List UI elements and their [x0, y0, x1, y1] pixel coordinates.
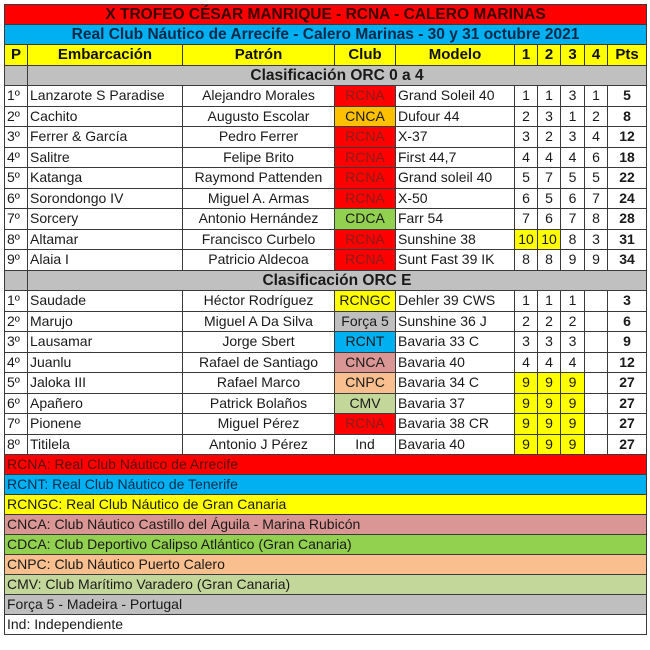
- points-cell: 22: [608, 168, 647, 189]
- boat-cell: Jaloka III: [28, 373, 183, 394]
- result-row: [5, 393, 647, 414]
- col-header-model: Modelo: [396, 45, 515, 66]
- race-4-cell: 9: [585, 250, 608, 271]
- club-badge: RCNA: [335, 168, 396, 189]
- race-3-cell: 9: [561, 373, 585, 394]
- position-cell: 1º: [5, 291, 28, 312]
- column-header-row: [5, 45, 647, 66]
- result-row: [5, 86, 647, 107]
- race-2-cell: 2: [538, 311, 561, 332]
- skipper-cell: Patrick Bolaños: [183, 393, 335, 414]
- legend-row: [5, 495, 647, 515]
- race-1-cell: 1: [515, 86, 538, 107]
- race-2-cell: 3: [538, 332, 561, 353]
- col-header-race-1: 1: [515, 45, 538, 66]
- club-legend-entry: Ind: Independiente: [5, 615, 647, 635]
- model-cell: Sunt Fast 39 IK: [396, 250, 515, 271]
- race-1-cell: 6: [515, 188, 538, 209]
- race-3-cell: 2: [561, 311, 585, 332]
- club-badge: CNPC: [335, 373, 396, 394]
- race-4-cell: 2: [585, 106, 608, 127]
- results-sheet: [4, 4, 646, 635]
- skipper-cell: Alejandro Morales: [183, 86, 335, 107]
- club-legend-entry: CDCA: Club Deportivo Calipso Atlántico (Gran Canaria): [5, 535, 647, 555]
- race-1-cell: 7: [515, 209, 538, 230]
- race-4-cell: 1: [585, 86, 608, 107]
- club-badge: RCNA: [335, 188, 396, 209]
- legend-row: [5, 615, 647, 635]
- race-4-cell: 7: [585, 188, 608, 209]
- points-cell: 12: [608, 127, 647, 148]
- model-cell: Dehler 39 CWS: [396, 291, 515, 312]
- race-2-cell: 7: [538, 168, 561, 189]
- race-1-cell: 9: [515, 434, 538, 455]
- race-2-cell: 8: [538, 250, 561, 271]
- skipper-cell: Augusto Escolar: [183, 106, 335, 127]
- skipper-cell: Patricio Aldecoa: [183, 250, 335, 271]
- boat-cell: Ferrer & García: [28, 127, 183, 148]
- points-cell: 27: [608, 414, 647, 435]
- race-4-cell: 4: [585, 127, 608, 148]
- club-badge: Ind: [335, 434, 396, 455]
- section-title: Clasificación ORC 0 a 4: [28, 65, 647, 86]
- race-4-cell: [585, 373, 608, 394]
- position-cell: 5º: [5, 373, 28, 394]
- club-badge: RCNA: [335, 414, 396, 435]
- race-1-cell: 8: [515, 250, 538, 271]
- model-cell: Bavaria 40: [396, 352, 515, 373]
- result-row: [5, 229, 647, 250]
- boat-cell: Marujo: [28, 311, 183, 332]
- col-header-skipper: Patrón: [183, 45, 335, 66]
- race-3-cell: 4: [561, 147, 585, 168]
- points-cell: 6: [608, 311, 647, 332]
- race-3-cell: 3: [561, 127, 585, 148]
- result-row: [5, 127, 647, 148]
- model-cell: Bavaria 40: [396, 434, 515, 455]
- result-row: [5, 291, 647, 312]
- model-cell: Bavaria 38 CR: [396, 414, 515, 435]
- result-row: [5, 414, 647, 435]
- model-cell: X-37: [396, 127, 515, 148]
- race-2-cell: 3: [538, 106, 561, 127]
- skipper-cell: Miguel A Da Silva: [183, 311, 335, 332]
- position-cell: 7º: [5, 209, 28, 230]
- position-cell: 2º: [5, 311, 28, 332]
- position-cell: 7º: [5, 414, 28, 435]
- club-legend-entry: CMV: Club Marítimo Varadero (Gran Canaria): [5, 575, 647, 595]
- race-1-cell: 5: [515, 168, 538, 189]
- position-cell: 6º: [5, 188, 28, 209]
- section-title: Clasificación ORC E: [28, 270, 647, 291]
- result-row: [5, 188, 647, 209]
- boat-cell: Lanzarote S Paradise: [28, 86, 183, 107]
- race-1-cell: 10: [515, 229, 538, 250]
- model-cell: Sunshine 36 J: [396, 311, 515, 332]
- col-header-boat: Embarcación: [28, 45, 183, 66]
- position-cell: 5º: [5, 168, 28, 189]
- result-row: [5, 106, 647, 127]
- race-2-cell: 5: [538, 188, 561, 209]
- boat-cell: Cachito: [28, 106, 183, 127]
- position-cell: 8º: [5, 434, 28, 455]
- club-badge: RCNA: [335, 147, 396, 168]
- position-cell: 2º: [5, 106, 28, 127]
- result-row: [5, 168, 647, 189]
- race-3-cell: 1: [561, 106, 585, 127]
- skipper-cell: Antonio Hernández: [183, 209, 335, 230]
- club-badge: RCNA: [335, 86, 396, 107]
- club-badge: RCNT: [335, 332, 396, 353]
- section-header-row: [5, 270, 647, 291]
- club-badge: RCNGC: [335, 291, 396, 312]
- boat-cell: Juanlu: [28, 352, 183, 373]
- col-header-points: Pts: [608, 45, 647, 66]
- skipper-cell: Felipe Brito: [183, 147, 335, 168]
- boat-cell: Alaia I: [28, 250, 183, 271]
- skipper-cell: Miguel Pérez: [183, 414, 335, 435]
- points-cell: 8: [608, 106, 647, 127]
- position-cell: 6º: [5, 393, 28, 414]
- event-title: X TROFEO CÉSAR MANRIQUE - RCNA - CALERO MARINAS: [5, 5, 647, 25]
- event-subtitle: Real Club Náutico de Arrecife - Calero Marinas - 30 y 31 octubre 2021: [5, 25, 647, 45]
- model-cell: Grand soleil 40: [396, 168, 515, 189]
- result-row: [5, 352, 647, 373]
- race-3-cell: 9: [561, 414, 585, 435]
- club-legend-entry: RCNGC: Real Club Náutico de Gran Canaria: [5, 495, 647, 515]
- col-header-club: Club: [335, 45, 396, 66]
- race-2-cell: 1: [538, 86, 561, 107]
- model-cell: Grand Soleil 40: [396, 86, 515, 107]
- race-4-cell: [585, 291, 608, 312]
- col-header-position: P: [5, 45, 28, 66]
- section-header-row: [5, 65, 647, 86]
- result-row: [5, 250, 647, 271]
- position-cell: 3º: [5, 332, 28, 353]
- race-4-cell: [585, 414, 608, 435]
- boat-cell: Sorondongo IV: [28, 188, 183, 209]
- result-row: [5, 147, 647, 168]
- legend-row: [5, 455, 647, 475]
- position-cell: 8º: [5, 229, 28, 250]
- legend-row: [5, 595, 647, 615]
- model-cell: X-50: [396, 188, 515, 209]
- race-1-cell: 3: [515, 332, 538, 353]
- race-2-cell: 9: [538, 393, 561, 414]
- model-cell: Bavaria 37: [396, 393, 515, 414]
- race-2-cell: 9: [538, 373, 561, 394]
- result-row: [5, 209, 647, 230]
- race-3-cell: 8: [561, 229, 585, 250]
- legend-row: [5, 515, 647, 535]
- club-legend-entry: CNCA: Club Náutico Castillo del Águila - Marina Rubicón: [5, 515, 647, 535]
- legend-row: [5, 555, 647, 575]
- position-cell: 9º: [5, 250, 28, 271]
- club-badge: CDCA: [335, 209, 396, 230]
- club-badge: RCNA: [335, 229, 396, 250]
- legend-row: [5, 475, 647, 495]
- club-badge: RCNA: [335, 127, 396, 148]
- legend-row: [5, 575, 647, 595]
- model-cell: Bavaria 34 C: [396, 373, 515, 394]
- race-3-cell: 9: [561, 434, 585, 455]
- section-blank-cell: [5, 65, 28, 86]
- club-badge: RCNA: [335, 250, 396, 271]
- skipper-cell: Rafael Marco: [183, 373, 335, 394]
- race-2-cell: 6: [538, 209, 561, 230]
- results-table: [4, 4, 647, 635]
- skipper-cell: Pedro Ferrer: [183, 127, 335, 148]
- race-2-cell: 10: [538, 229, 561, 250]
- skipper-cell: Rafael de Santiago: [183, 352, 335, 373]
- col-header-race-3: 3: [561, 45, 585, 66]
- skipper-cell: Jorge Sbert: [183, 332, 335, 353]
- result-row: [5, 373, 647, 394]
- section-blank-cell: [5, 270, 28, 291]
- race-1-cell: 2: [515, 311, 538, 332]
- points-cell: 18: [608, 147, 647, 168]
- position-cell: 4º: [5, 147, 28, 168]
- skipper-cell: Raymond Pattenden: [183, 168, 335, 189]
- club-legend-entry: RCNT: Real Club Náutico de Tenerife: [5, 475, 647, 495]
- points-cell: 27: [608, 434, 647, 455]
- race-4-cell: 6: [585, 147, 608, 168]
- points-cell: 3: [608, 291, 647, 312]
- race-1-cell: 4: [515, 352, 538, 373]
- boat-cell: Lausamar: [28, 332, 183, 353]
- position-cell: 3º: [5, 127, 28, 148]
- race-4-cell: 3: [585, 229, 608, 250]
- club-legend-entry: CNPC: Club Náutico Puerto Calero: [5, 555, 647, 575]
- points-cell: 27: [608, 373, 647, 394]
- club-legend-entry: RCNA: Real Club Náutico de Arrecife: [5, 455, 647, 475]
- race-1-cell: 1: [515, 291, 538, 312]
- race-1-cell: 2: [515, 106, 538, 127]
- points-cell: 28: [608, 209, 647, 230]
- race-1-cell: 4: [515, 147, 538, 168]
- boat-cell: Salitre: [28, 147, 183, 168]
- points-cell: 27: [608, 393, 647, 414]
- race-3-cell: 3: [561, 332, 585, 353]
- race-2-cell: 1: [538, 291, 561, 312]
- race-4-cell: 8: [585, 209, 608, 230]
- points-cell: 12: [608, 352, 647, 373]
- club-badge: CNCA: [335, 106, 396, 127]
- col-header-race-2: 2: [538, 45, 561, 66]
- model-cell: First 44,7: [396, 147, 515, 168]
- skipper-cell: Héctor Rodríguez: [183, 291, 335, 312]
- race-4-cell: [585, 352, 608, 373]
- club-badge: CMV: [335, 393, 396, 414]
- race-2-cell: 4: [538, 352, 561, 373]
- club-badge: CNCA: [335, 352, 396, 373]
- race-1-cell: 9: [515, 393, 538, 414]
- boat-cell: Saudade: [28, 291, 183, 312]
- race-4-cell: [585, 332, 608, 353]
- club-legend-entry: Força 5 - Madeira - Portugal: [5, 595, 647, 615]
- subtitle-row: [5, 25, 647, 45]
- boat-cell: Apañero: [28, 393, 183, 414]
- model-cell: Dufour 44: [396, 106, 515, 127]
- race-4-cell: 5: [585, 168, 608, 189]
- race-3-cell: 9: [561, 393, 585, 414]
- race-3-cell: 1: [561, 291, 585, 312]
- model-cell: Farr 54: [396, 209, 515, 230]
- result-row: [5, 311, 647, 332]
- race-4-cell: [585, 311, 608, 332]
- race-2-cell: 9: [538, 414, 561, 435]
- points-cell: 31: [608, 229, 647, 250]
- col-header-race-4: 4: [585, 45, 608, 66]
- race-3-cell: 3: [561, 86, 585, 107]
- race-3-cell: 7: [561, 209, 585, 230]
- race-1-cell: 3: [515, 127, 538, 148]
- race-1-cell: 9: [515, 414, 538, 435]
- skipper-cell: Miguel A. Armas: [183, 188, 335, 209]
- position-cell: 4º: [5, 352, 28, 373]
- club-badge: Força 5: [335, 311, 396, 332]
- race-2-cell: 9: [538, 434, 561, 455]
- race-3-cell: 5: [561, 168, 585, 189]
- points-cell: 34: [608, 250, 647, 271]
- title-row: [5, 5, 647, 25]
- boat-cell: Sorcery: [28, 209, 183, 230]
- points-cell: 24: [608, 188, 647, 209]
- race-2-cell: 2: [538, 127, 561, 148]
- race-3-cell: 6: [561, 188, 585, 209]
- result-row: [5, 332, 647, 353]
- result-row: [5, 434, 647, 455]
- skipper-cell: Francisco Curbelo: [183, 229, 335, 250]
- boat-cell: Katanga: [28, 168, 183, 189]
- boat-cell: Titilela: [28, 434, 183, 455]
- race-1-cell: 9: [515, 373, 538, 394]
- model-cell: Sunshine 38: [396, 229, 515, 250]
- race-4-cell: [585, 434, 608, 455]
- race-4-cell: [585, 393, 608, 414]
- model-cell: Bavaria 33 C: [396, 332, 515, 353]
- boat-cell: Pionene: [28, 414, 183, 435]
- points-cell: 9: [608, 332, 647, 353]
- boat-cell: Altamar: [28, 229, 183, 250]
- race-3-cell: 9: [561, 250, 585, 271]
- race-2-cell: 4: [538, 147, 561, 168]
- skipper-cell: Antonio J Pérez: [183, 434, 335, 455]
- position-cell: 1º: [5, 86, 28, 107]
- points-cell: 5: [608, 86, 647, 107]
- legend-row: [5, 535, 647, 555]
- race-3-cell: 4: [561, 352, 585, 373]
